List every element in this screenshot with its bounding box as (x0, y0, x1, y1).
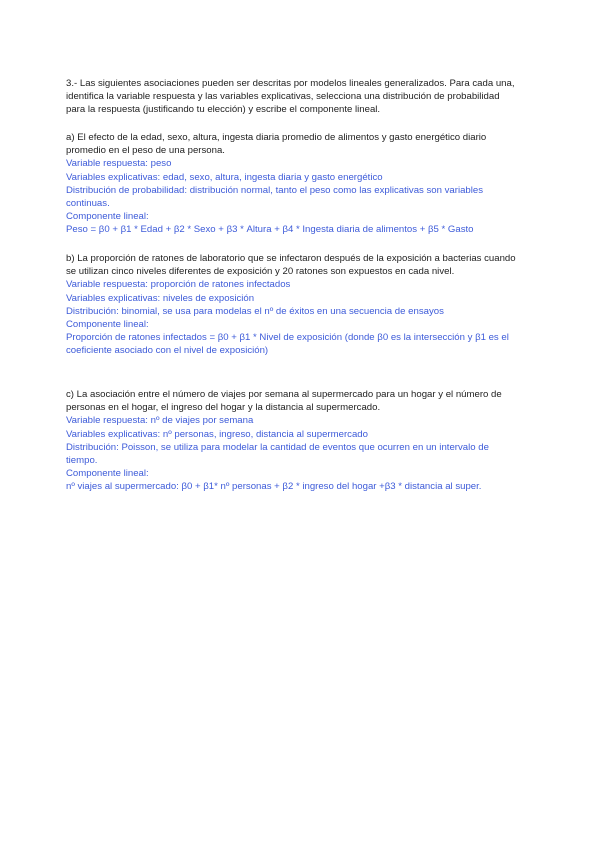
section-a-distribucion: Distribución de probabilidad: distribución normal, tanto el peso como las explicativas son variables continuas. (66, 184, 484, 210)
section-c-distribucion: Distribución: Poisson, se utiliza para modelar la cantidad de eventos que ocurren en un intervalo de tiempo. (66, 441, 489, 467)
section-c (66, 388, 518, 494)
section-a-question: a) El efecto de la edad, sexo, altura, ingesta diaria promedio de alimentos y gasto energético diario promedio en el peso de una persona. (66, 132, 487, 157)
section-b-componente-label: Componente lineal: (66, 319, 149, 331)
section-b-variable-respuesta: Variable respuesta: proporción de ratones infectados (66, 279, 291, 291)
section-a (66, 131, 518, 237)
section-b-variables-explicativas: Variables explicativas: niveles de exposición (66, 292, 255, 304)
intro-block (66, 77, 518, 117)
section-a-variables-explicativas: Variables explicativas: edad, sexo, altura, ingesta diaria y gasto energético (66, 171, 383, 183)
section-c-componente: nº viajes al supermercado: β0 + β1* nº personas + β2 * ingreso del hogar +β3 * distancia al super. (66, 481, 482, 493)
section-b (66, 252, 518, 358)
section-c-componente-label: Componente lineal: (66, 468, 149, 480)
section-a-componente-label: Componente lineal: (66, 211, 149, 223)
section-c-question: c) La asociación entre el número de viajes por semana al supermercado para un hogar y el número de personas en el hogar, el ingreso del hogar y la distancia al supermercado. (66, 389, 502, 414)
intro-paragraph: 3.- Las siguientes asociaciones pueden ser descritas por modelos lineales generalizados. Para cada una, identifica la variable respuesta y las variables explicativas, selecciona una distribución de probabilidad para la respuesta (justificando tu elección) y escribe el componente lineal. (66, 78, 515, 116)
section-c-variable-respuesta: Variable respuesta: nº de viajes por semana (66, 415, 254, 427)
section-c-variables-explicativas: Variables explicativas: nº personas, ingreso, distancia al supermercado (66, 428, 368, 440)
section-b-componente: Proporción de ratones infectados = β0 + β1 * Nivel de exposición (donde β0 es la intersección y β1 es el coeficiente asociado con el nivel de exposición) (66, 332, 509, 357)
section-a-componente: Peso = β0 + β1 * Edad + β2 * Sexo + β3 * Altura + β4 * Ingesta diaria de alimentos + β5 * Gasto (66, 224, 474, 236)
section-b-distribucion: Distribución: binomial, se usa para modelas el nº de éxitos en una secuencia de ensayos (66, 305, 444, 317)
section-a-variable-respuesta: Variable respuesta: peso (66, 158, 172, 170)
section-b-question: b) La proporción de ratones de laboratorio que se infectaron después de la exposición a bacterias cuando se utilizan cinco niveles diferentes de exposición y 20 ratones son expuestos en cada nivel. (66, 253, 516, 278)
